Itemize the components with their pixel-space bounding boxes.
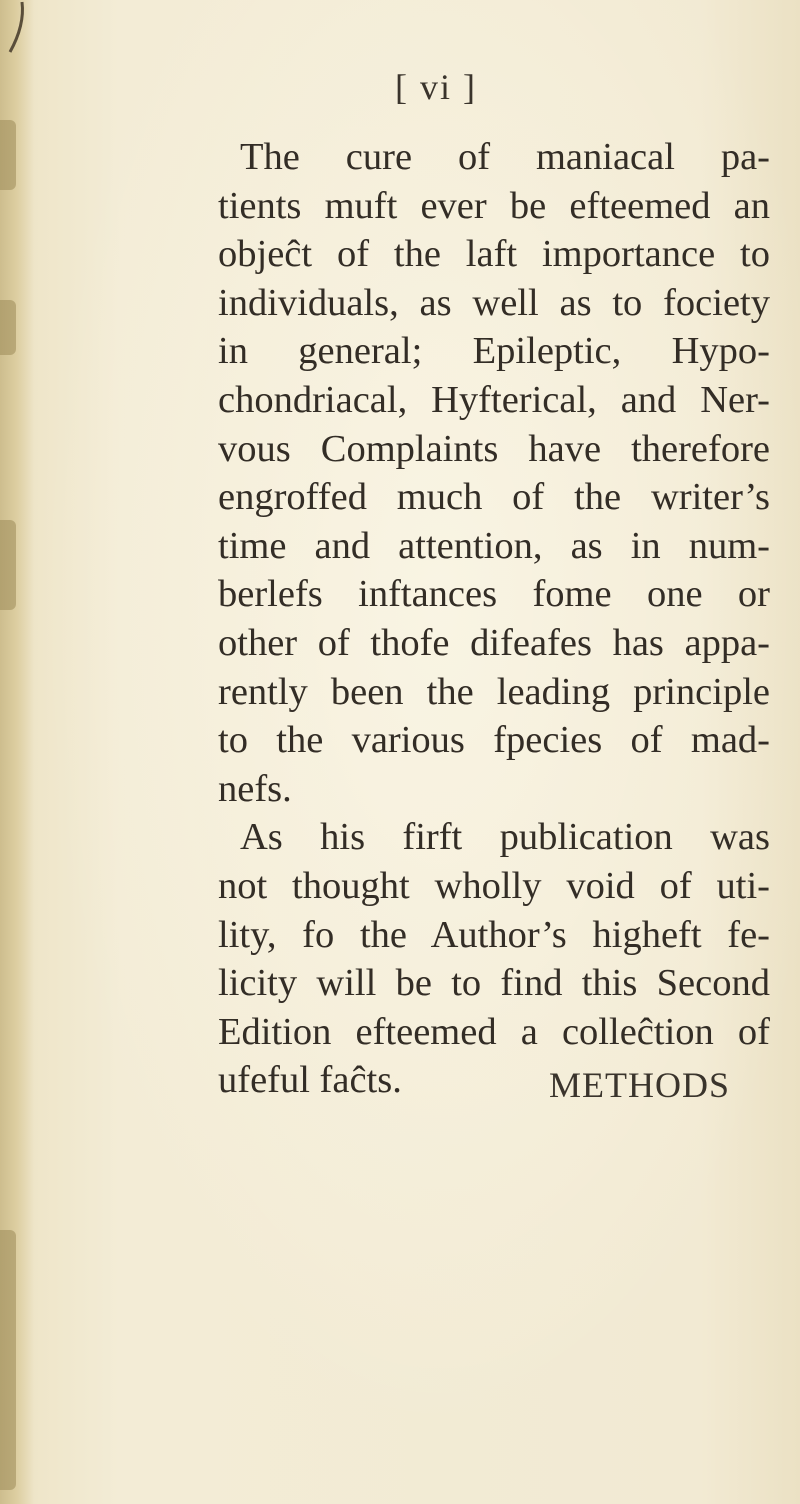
binding-gutter — [0, 0, 34, 1504]
text-line: Edition efteemed a colleĉtion of — [218, 1010, 770, 1053]
text-line: ufeful faĉts. — [218, 1059, 402, 1102]
text-line: chondriacal, Hyfterical, and Ner- — [218, 378, 770, 421]
text-line: engroffed much of the writer’s — [218, 476, 770, 519]
catchword: METHODS — [549, 1065, 731, 1105]
text-line: in general; Epileptic, Hypo- — [218, 330, 770, 373]
text-line: The cure of maniacal pa- — [240, 136, 770, 178]
text-line: lity, fo the Author’s higheft fe- — [218, 913, 770, 956]
text-line: not thought wholly void of uti- — [218, 864, 770, 907]
text-line: objeĉt of the laft importance to — [218, 233, 770, 276]
page-number-header: [ vi ] — [395, 67, 477, 107]
text-line: vous Complaints have therefore — [218, 427, 770, 470]
text-line: licity will be to find this Second — [218, 962, 770, 1005]
text-line: to the various fpecies of mad- — [218, 719, 770, 762]
pen-mark-icon — [0, 0, 60, 70]
gutter-stain — [0, 120, 16, 190]
gutter-stain — [0, 1230, 16, 1490]
text-line: tients muft ever be efteemed an — [218, 184, 770, 227]
text-line: berlefs inftances fome one or — [218, 573, 770, 616]
text-line: nefs. — [218, 767, 292, 810]
gutter-stain — [0, 300, 16, 355]
text-line: As his firft publication was — [240, 816, 770, 859]
text-line: individuals, as well as to fociety — [218, 281, 770, 324]
text-line: time and attention, as in num- — [218, 524, 770, 567]
gutter-stain — [0, 520, 16, 610]
text-line: rently been the leading principle — [218, 670, 770, 713]
text-line: other of thofe difeafes has appa- — [218, 621, 770, 664]
body-text — [218, 133, 770, 1105]
